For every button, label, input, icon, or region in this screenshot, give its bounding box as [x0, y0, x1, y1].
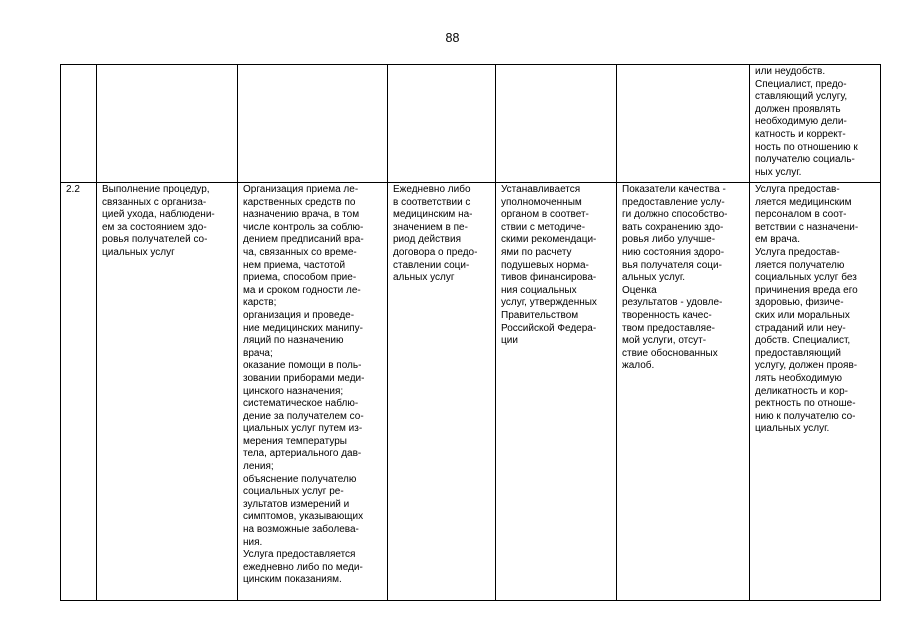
cell-timing: Ежедневно либо в соответствии с медицинским на- значением в пе- риод действия договора о предо- ставлении соци- альных услуг	[388, 183, 496, 601]
cell-quality-indicators	[617, 65, 750, 183]
page-number: 88	[445, 31, 460, 45]
cell-timing	[388, 65, 496, 183]
cell-service-name: Выполнение процедур, связанных с организа- цией ухода, наблюдени- ем за состоянием здо- ровья получателей со- циальных услуг	[97, 183, 238, 601]
cell-number	[61, 65, 97, 183]
table-row	[61, 65, 881, 183]
cell-service-content	[238, 65, 388, 183]
cell-conditions: или неудобств. Специалист, предо- ставляющий услугу, должен проявлять необходимую дели- катность и коррект- ность по отношению к получателю социаль- ных услуг.	[750, 65, 881, 183]
cell-service-name	[97, 65, 238, 183]
cell-conditions: Услуга предостав- ляется медицинским персоналом в соот- ветствии с назначени- ем врача. Услуга предостав- ляется получателю социальных услуг без причинения вреда его здоровью, физиче- ских или моральных страданий или неу- добств. Специалист, предоставляющий услугу, должен прояв- лять необходимую деликатность и кор- ректность по отноше- нию к получателю со- циальных услуг.	[750, 183, 881, 601]
cell-standard	[496, 65, 617, 183]
cell-service-content: Организация приема ле- карственных средств по назначению врача, в том числе контроль за соблю- дением предписаний вра- ча, связанных со време- нем приема, частотой приема, способом прие- ма и сроком годности ле- карств; организация и проведе- ние медицинских манипу- ляций по назначению врача; оказание помощи в поль- зовании приборами меди- цинского назначения; систематическое наблю- дение за получателем со- циальных услуг путем из- мерения температуры тела, артериального дав- ления; объяснение получателю социальных услуг ре- зультатов измерений и симптомов, указывающих на возможные заболева- ния. Услуга предоставляется ежедневно либо по меди- цинским показаниям.	[238, 183, 388, 601]
cell-number: 2.2	[61, 183, 97, 601]
cell-quality-indicators: Показатели качества - предоставление услу- ги должно способство- вать сохранению здо- ровья либо улучше- нию состояния здоро- вья получателя соци- альных услуг. Оценка результатов - удовле- творенность качес- твом предоставляе- мой услуги, отсут- ствие обоснованных жалоб.	[617, 183, 750, 601]
cell-standard: Устанавливается уполномоченным органом в соответ- ствии с методиче- скими рекомендаци- ями по расчету подушевых норма- тивов финансирова- ния социальных услуг, утвержденных Правительством Российской Федера- ции	[496, 183, 617, 601]
services-table	[60, 64, 881, 601]
table-row	[61, 183, 881, 601]
